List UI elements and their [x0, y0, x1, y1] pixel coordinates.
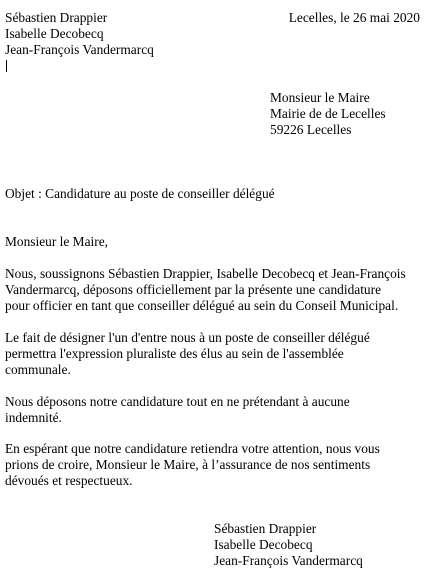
recipient-block	[270, 90, 386, 138]
sender-name-1: Sébastien Drappier	[5, 10, 108, 25]
signature-name-3: Jean-François Vandermarcq	[214, 553, 363, 568]
sender-name-3: Jean-François Vandermarcq	[5, 42, 154, 57]
sender-block	[5, 10, 154, 58]
sender-name-2: Isabelle Decobecq	[5, 26, 104, 41]
paragraph-3	[5, 394, 423, 426]
paragraph-line: permettra l'expression pluraliste des élus au sein de l'assemblée	[5, 346, 344, 361]
signature-block	[214, 521, 363, 569]
letter-date: Lecelles, le 26 mai 2020	[288, 10, 420, 25]
letter-object: Objet : Candidature au poste de conseiller délégué	[5, 186, 275, 201]
recipient-line-1: Monsieur le Maire	[270, 90, 370, 105]
paragraph-line: dévoués et respectueux.	[5, 473, 133, 488]
recipient-line-3: 59226 Lecelles	[270, 122, 352, 137]
signature-name-1: Sébastien Drappier	[214, 521, 317, 536]
paragraph-line: communale.	[5, 362, 71, 377]
paragraph-2	[5, 330, 423, 378]
paragraph-line: pour officier en tant que conseiller délégué au sein du Conseil Municipal.	[5, 298, 399, 313]
paragraph-line: Le fait de désigner l'un d'entre nous à un poste de conseiller délégué	[5, 330, 370, 345]
paragraph-line: prions de croire, Monsieur le Maire, à l’assurance de nos sentiments	[5, 457, 371, 472]
text-cursor[interactable]	[6, 60, 7, 72]
paragraph-line: En espérant que notre candidature retiendra votre attention, nous vous	[5, 441, 380, 456]
paragraph-line: Vandermarcq, déposons officiellement par la présente une candidature	[5, 282, 382, 297]
paragraph-line: Nous déposons notre candidature tout en ne prétendant à aucune	[5, 394, 350, 409]
paragraph-line: indemnité.	[5, 410, 62, 425]
recipient-line-2: Mairie de de Lecelles	[270, 106, 386, 121]
paragraph-line: Nous, soussignons Sébastien Drappier, Isabelle Decobecq et Jean-François	[5, 266, 406, 281]
signature-name-2: Isabelle Decobecq	[214, 537, 313, 552]
paragraph-4	[5, 441, 423, 489]
salutation: Monsieur le Maire,	[5, 234, 109, 249]
paragraph-1	[5, 266, 423, 314]
